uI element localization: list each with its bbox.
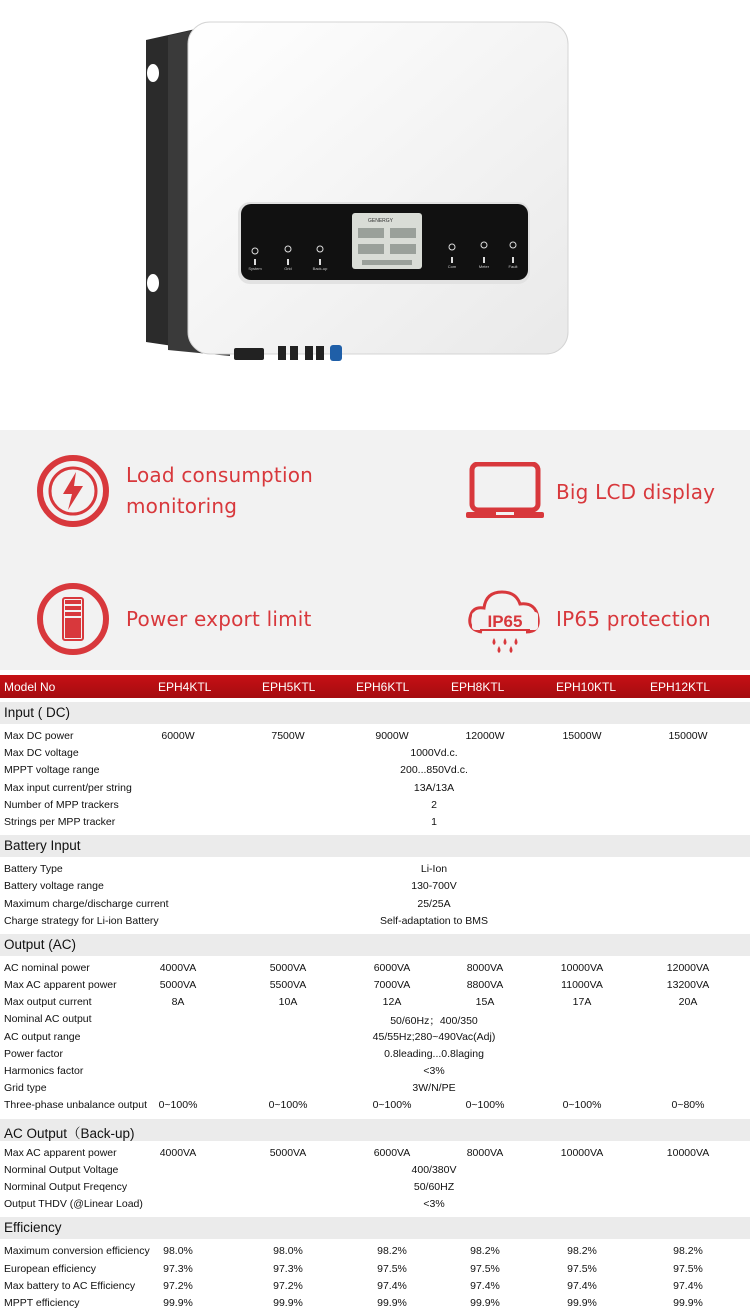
row-value: 6000VA <box>373 1146 411 1159</box>
row-value: 12A <box>382 996 402 1009</box>
row-label: Norminal Output Voltage <box>4 1163 119 1176</box>
row-label: Battery Type <box>4 863 63 876</box>
feature-ip65-protection <box>466 580 711 658</box>
row-value: 97.4% <box>567 1279 597 1292</box>
feature-load-monitoring <box>36 454 313 528</box>
row-label: Norminal Output Freqency <box>4 1180 128 1193</box>
row-value: 8800VA <box>466 979 504 992</box>
row-label: Max DC power <box>4 730 74 742</box>
header-model-no: Model No <box>4 680 56 694</box>
lcd-brand-text: GENERGY <box>368 218 394 224</box>
row-value: 0~100% <box>268 1099 308 1112</box>
table-row <box>0 780 750 797</box>
panel-label-meter: Meter <box>478 264 490 269</box>
feature-lcd-display <box>466 462 715 522</box>
row-label: AC output range <box>4 1030 81 1043</box>
row-label: Nominal AC output <box>4 1013 92 1026</box>
row-value: 13200VA <box>666 979 710 992</box>
feature-power-export-limit <box>36 582 312 656</box>
row-value: 97.5% <box>673 1262 703 1275</box>
row-value: 97.5% <box>470 1262 500 1275</box>
row-value-shared: 45/55Hz;280~490Vac(Adj) <box>372 1030 496 1043</box>
row-label: European efficiency <box>4 1262 97 1275</box>
row-value: 99.9% <box>163 1296 193 1309</box>
row-value: 9000W <box>375 730 409 742</box>
feature-text-line: monitoring <box>126 494 238 518</box>
row-label: MPPT voltage range <box>4 764 100 777</box>
table-row <box>0 1011 750 1028</box>
table-row <box>0 861 750 878</box>
row-value-shared: 130-700V <box>411 880 457 893</box>
table-header-row <box>0 675 750 698</box>
table-row <box>0 977 750 994</box>
row-value: 97.2% <box>163 1279 193 1292</box>
row-value-shared: 50/60Hz；400/350 <box>390 1015 478 1028</box>
row-label: Max output current <box>4 996 92 1009</box>
row-value: 5500VA <box>269 979 307 992</box>
section-title: Output (AC) <box>4 936 77 952</box>
row-value-shared: 400/380V <box>411 1163 457 1176</box>
table-row <box>0 1243 750 1260</box>
row-value: 97.3% <box>163 1262 193 1275</box>
row-value: 10000VA <box>560 961 604 974</box>
table-row <box>0 1196 750 1213</box>
product-image <box>0 0 750 430</box>
laptop-icon <box>466 462 544 522</box>
header-model-eph10ktl: EPH10KTL <box>556 680 617 694</box>
row-value: 17A <box>572 996 592 1009</box>
battery-meter-circle-icon <box>36 582 110 656</box>
header-model-eph5ktl: EPH5KTL <box>262 680 316 694</box>
row-value: 99.9% <box>273 1296 303 1309</box>
table-row <box>0 1179 750 1196</box>
features-section <box>0 430 750 670</box>
row-label: Maximum conversion efficiency <box>4 1245 150 1258</box>
row-label: Strings per MPP tracker <box>4 815 116 828</box>
row-value-shared: 0.8leading...0.8laging <box>384 1047 484 1060</box>
section-title: Battery Input <box>4 838 81 854</box>
row-value: 20A <box>678 996 698 1009</box>
table-row <box>0 1278 750 1295</box>
row-value: 99.9% <box>673 1296 703 1309</box>
table-row <box>0 960 750 977</box>
ip65-icon-text: IP65 <box>487 612 523 631</box>
section-header <box>0 1217 750 1239</box>
row-value: 10A <box>278 996 298 1009</box>
lightning-bolt-circle-icon <box>36 454 110 528</box>
feature-text-line: Power export limit <box>126 606 312 631</box>
row-label: Grid type <box>4 1082 47 1095</box>
header-model-eph4ktl: EPH4KTL <box>158 680 212 694</box>
row-value: 12000VA <box>666 961 710 974</box>
table-row <box>0 814 750 831</box>
row-value: 98.2% <box>673 1245 703 1258</box>
row-value: 97.5% <box>567 1262 597 1275</box>
row-value: 98.2% <box>377 1245 407 1258</box>
table-row <box>0 728 750 745</box>
row-label: Max DC voltage <box>4 747 79 760</box>
row-value: 10000VA <box>666 1146 710 1159</box>
row-value-shared: 3W/N/PE <box>412 1082 456 1095</box>
table-row <box>0 1261 750 1278</box>
row-value: 97.2% <box>273 1279 303 1292</box>
row-value-shared: <3% <box>423 1065 445 1077</box>
section-title: Input ( DC) <box>4 705 71 720</box>
panel-label-system: System <box>248 266 262 271</box>
row-value: 97.4% <box>377 1279 407 1292</box>
row-value: 7000VA <box>373 979 411 992</box>
row-label: Charge strategy for Li-ion Battery <box>4 914 159 927</box>
row-value-shared: 50/60HZ <box>413 1180 455 1193</box>
inverter-illustration <box>0 0 750 430</box>
table-row <box>0 1162 750 1179</box>
row-value-shared: Self-adaptation to BMS <box>380 914 488 927</box>
row-value: 97.4% <box>673 1279 703 1292</box>
row-label: Output THDV (@Linear Load) <box>4 1198 143 1211</box>
row-value: 15A <box>475 996 495 1009</box>
panel-label-grid: Grid <box>284 266 292 271</box>
table-row <box>0 896 750 913</box>
row-value: 5000VA <box>159 979 197 992</box>
row-value: 0~100% <box>158 1099 198 1112</box>
table-row <box>0 1029 750 1046</box>
row-label: Maximum charge/discharge current <box>4 897 169 910</box>
row-value: 97.4% <box>470 1279 500 1292</box>
table-row <box>0 913 750 930</box>
table-row <box>0 1063 750 1080</box>
row-value-shared: 13A/13A <box>413 781 455 794</box>
row-value: 99.9% <box>377 1296 407 1309</box>
row-label: AC nominal power <box>4 961 90 974</box>
row-label: MPPT efficiency <box>4 1296 80 1309</box>
header-model-eph12ktl: EPH12KTL <box>650 680 711 694</box>
panel-label-backup: Back-up <box>312 266 328 271</box>
row-value: 98.0% <box>163 1245 193 1258</box>
row-value-shared: 1 <box>431 815 437 828</box>
table-row <box>0 1145 750 1162</box>
row-value-shared: 1000Vd.c. <box>410 747 458 760</box>
section-header <box>0 934 750 956</box>
ip65-cloud-icon <box>466 580 544 658</box>
panel-label-com: Com <box>447 264 457 269</box>
row-value: 97.5% <box>377 1262 407 1275</box>
row-value: 97.3% <box>273 1262 303 1275</box>
row-value: 0~100% <box>562 1099 602 1112</box>
row-value: 0~80% <box>671 1099 705 1112</box>
row-value: 4000VA <box>159 1146 197 1159</box>
row-value: 99.9% <box>567 1296 597 1309</box>
row-value-shared: 200...850Vd.c. <box>400 764 468 777</box>
table-row <box>0 797 750 814</box>
row-value: 5000VA <box>269 1146 307 1159</box>
row-value: 8000VA <box>466 961 504 974</box>
feature-text-line: Load consumption <box>126 463 314 487</box>
row-value: 99.9% <box>470 1296 500 1309</box>
section-title: AC Output（Back-up) <box>4 1125 135 1141</box>
row-value: 12000W <box>465 730 505 742</box>
feature-text-line: IP65 protection <box>556 606 711 631</box>
row-label: Battery voltage range <box>4 880 104 893</box>
row-label: Three-phase unbalance output <box>4 1099 148 1112</box>
header-model-eph8ktl: EPH8KTL <box>451 680 505 694</box>
row-value: 5000VA <box>269 961 307 974</box>
specifications-table <box>0 675 750 1312</box>
row-label: Max battery to AC Efficiency <box>4 1279 136 1292</box>
table-row <box>0 1097 750 1114</box>
row-label: Number of MPP trackers <box>4 798 119 811</box>
row-value: 0~100% <box>372 1099 412 1112</box>
row-value-shared: 25/25A <box>417 897 451 910</box>
row-label: Power factor <box>4 1047 63 1060</box>
table-row <box>0 1046 750 1063</box>
section-header <box>0 835 750 857</box>
row-value: 15000W <box>562 730 602 742</box>
row-label: Max AC apparent power <box>4 1146 117 1159</box>
row-value: 4000VA <box>159 961 197 974</box>
header-model-eph6ktl: EPH6KTL <box>356 680 410 694</box>
row-value: 8000VA <box>466 1146 504 1159</box>
row-value: 98.2% <box>470 1245 500 1258</box>
row-value: 15000W <box>668 730 708 742</box>
row-value: 6000W <box>161 730 195 742</box>
row-value: 0~100% <box>465 1099 505 1112</box>
table-row <box>0 1080 750 1097</box>
row-value: 6000VA <box>373 961 411 974</box>
row-label: Harmonics factor <box>4 1065 84 1077</box>
row-value-shared: <3% <box>423 1198 445 1211</box>
row-value-shared: 2 <box>431 798 437 811</box>
section-title: Efficiency <box>4 1220 62 1236</box>
table-row <box>0 1295 750 1312</box>
row-value: 11000VA <box>561 979 603 992</box>
row-value: 98.2% <box>567 1245 597 1258</box>
row-value-shared: Li-Ion <box>420 863 448 876</box>
table-row <box>0 994 750 1011</box>
row-value: 10000VA <box>560 1146 604 1159</box>
row-value: 8A <box>171 996 185 1009</box>
table-row <box>0 745 750 762</box>
section-header <box>0 702 750 724</box>
table-row <box>0 762 750 779</box>
feature-text-line: Big LCD display <box>556 479 716 504</box>
row-label: Max AC apparent power <box>4 979 117 992</box>
row-label: Max input current/per string <box>4 781 132 794</box>
row-value: 98.0% <box>273 1245 303 1258</box>
panel-label-fault: Fault <box>508 264 518 269</box>
table-row <box>0 878 750 895</box>
section-header <box>0 1119 750 1141</box>
row-value: 7500W <box>271 730 305 742</box>
